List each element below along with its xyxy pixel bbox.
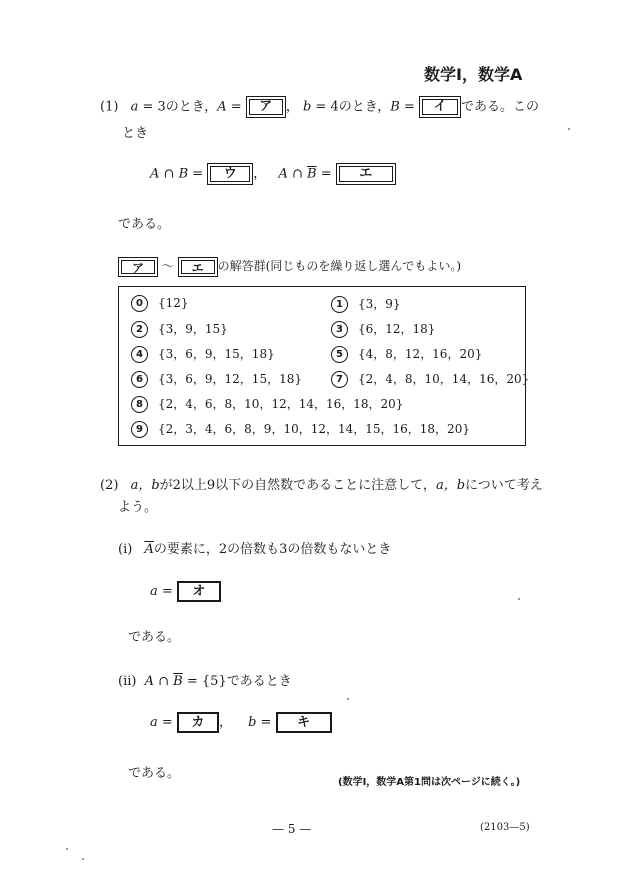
var-a: a <box>150 715 158 730</box>
equals: = <box>399 99 419 115</box>
q2-line-2: よう。 <box>118 500 158 515</box>
var-B-complement: $\overline{B}$ <box>307 166 317 182</box>
choice-5 <box>331 345 482 363</box>
choice-number: 7 <box>331 371 348 388</box>
answer-box-i: イ <box>419 96 461 118</box>
choice-set: {3，6，9，12，15，18} <box>158 372 302 386</box>
var-A: A <box>217 99 227 115</box>
var-B: B <box>390 99 400 115</box>
cap-symbol: ∩ <box>159 166 179 182</box>
var-a: a <box>130 99 139 115</box>
q2-number: (2) <box>100 478 119 493</box>
q2-ii-dearu: である。 <box>128 766 181 781</box>
choice-9 <box>131 420 470 438</box>
var-B: B <box>178 166 189 182</box>
answer-group-text: の解答群(同じものを繰り返し選んでもよい。) <box>217 259 462 273</box>
q1-number: (1) <box>100 99 119 115</box>
choice-set: {4，8，12，16，20} <box>358 347 483 361</box>
var-ab: a，b <box>435 478 466 493</box>
choice-set: {3，6，9，15，18} <box>158 347 275 361</box>
var-A: A <box>144 674 154 689</box>
var-ab: a，b <box>130 478 160 493</box>
answer-box-ki: キ <box>276 712 332 733</box>
choice-number: 6 <box>131 371 148 388</box>
choice-1 <box>331 295 401 313</box>
choice-number: 3 <box>331 321 348 338</box>
equals: = <box>226 99 246 115</box>
choice-3 <box>331 320 435 338</box>
page-title: 数学Ⅰ，数学A <box>424 65 523 84</box>
choice-number: 2 <box>131 321 148 338</box>
var-b: b <box>248 715 257 730</box>
q2-i-dearu: である。 <box>128 630 181 645</box>
equals: = <box>256 715 276 730</box>
choice-6 <box>131 370 302 388</box>
var-B-complement: $\overline{B}$ <box>173 674 183 689</box>
answer-box-a: ア <box>246 96 286 118</box>
var-A: A <box>278 166 288 182</box>
scan-speck <box>82 858 84 860</box>
text: であるとき <box>226 674 292 689</box>
scan-speck <box>66 848 68 850</box>
q1-formula <box>150 163 396 186</box>
sub-number: (ii) <box>118 674 137 689</box>
q2-i-answer <box>150 581 221 603</box>
q1-line-2: とき <box>122 126 149 141</box>
choice-set: {2，3，4，6，8，9，10，12，14，15，16，18，20} <box>158 422 470 436</box>
choice-set: {2，4，6，8，10，12，14，16，18，20} <box>158 397 404 411</box>
answer-box-e: エ <box>336 163 396 185</box>
text: について考え <box>465 478 543 493</box>
cap-symbol: ∩ <box>287 166 308 182</box>
answer-box-e-ref: エ <box>178 257 218 277</box>
choice-list <box>118 286 530 446</box>
choice-set: {12} <box>158 296 189 310</box>
answer-box-ka: カ <box>177 712 219 733</box>
q1-line-1 <box>100 96 539 118</box>
var-a: a <box>150 584 158 599</box>
q2-ii-line <box>118 670 292 689</box>
equals: = <box>182 674 202 689</box>
page-number: — 5 — <box>272 822 312 836</box>
choice-2 <box>131 320 228 338</box>
cap-symbol: ∩ <box>154 674 174 689</box>
choice-number: 4 <box>131 346 148 363</box>
answer-group-header <box>118 256 461 277</box>
choice-number: 1 <box>331 296 348 313</box>
answer-box-u: ウ <box>207 163 253 185</box>
scan-speck <box>518 598 520 600</box>
equals: = <box>316 166 336 182</box>
answer-box-o: オ <box>177 581 221 602</box>
equals: = <box>188 166 208 182</box>
equals: = <box>157 584 177 599</box>
text: である。この <box>460 99 539 115</box>
text: が2以上9以下の自然数であることに注意して， <box>159 478 436 493</box>
choice-set: {3，9，15} <box>158 322 228 336</box>
choice-number: 0 <box>131 295 148 312</box>
equals: = <box>157 715 177 730</box>
choice-number: 9 <box>131 421 148 438</box>
choice-number: 8 <box>131 396 148 413</box>
text: = 4のとき， <box>311 99 391 115</box>
scan-speck <box>568 128 570 130</box>
scan-speck <box>347 698 349 700</box>
comma: ， <box>253 166 267 182</box>
choice-set: {6，12，18} <box>358 322 436 336</box>
choice-4 <box>131 345 275 363</box>
text: の要素に，2の倍数も3の倍数もないとき <box>153 542 392 557</box>
choice-set: {3，9} <box>358 297 401 311</box>
sub-number: (i) <box>118 542 133 557</box>
page-code: (2103—5) <box>480 822 530 833</box>
var-A-complement: $\overline{A}$ <box>144 542 154 557</box>
choice-set: {2，4，8，10，14，16，20} <box>358 372 530 386</box>
continue-note: (数学Ⅰ，数学A第1問は次ページに続く。) <box>338 777 521 788</box>
set-value: {5} <box>201 674 227 689</box>
comma: ， <box>218 715 232 730</box>
choice-7 <box>331 370 529 388</box>
var-b: b <box>302 99 312 115</box>
choice-0 <box>131 295 189 312</box>
comma: ， <box>285 99 299 115</box>
choice-number: 5 <box>331 346 348 363</box>
answer-box-a-ref: ア <box>118 257 158 277</box>
var-A: A <box>150 166 160 182</box>
choice-8 <box>131 395 403 413</box>
q1-dearu: である。 <box>118 217 171 232</box>
text: = 3のとき， <box>138 99 218 115</box>
tilde: 〜 <box>161 259 174 273</box>
q2-line-1 <box>100 474 543 493</box>
q2-ii-answer <box>150 712 332 734</box>
q2-i-line <box>118 538 391 557</box>
